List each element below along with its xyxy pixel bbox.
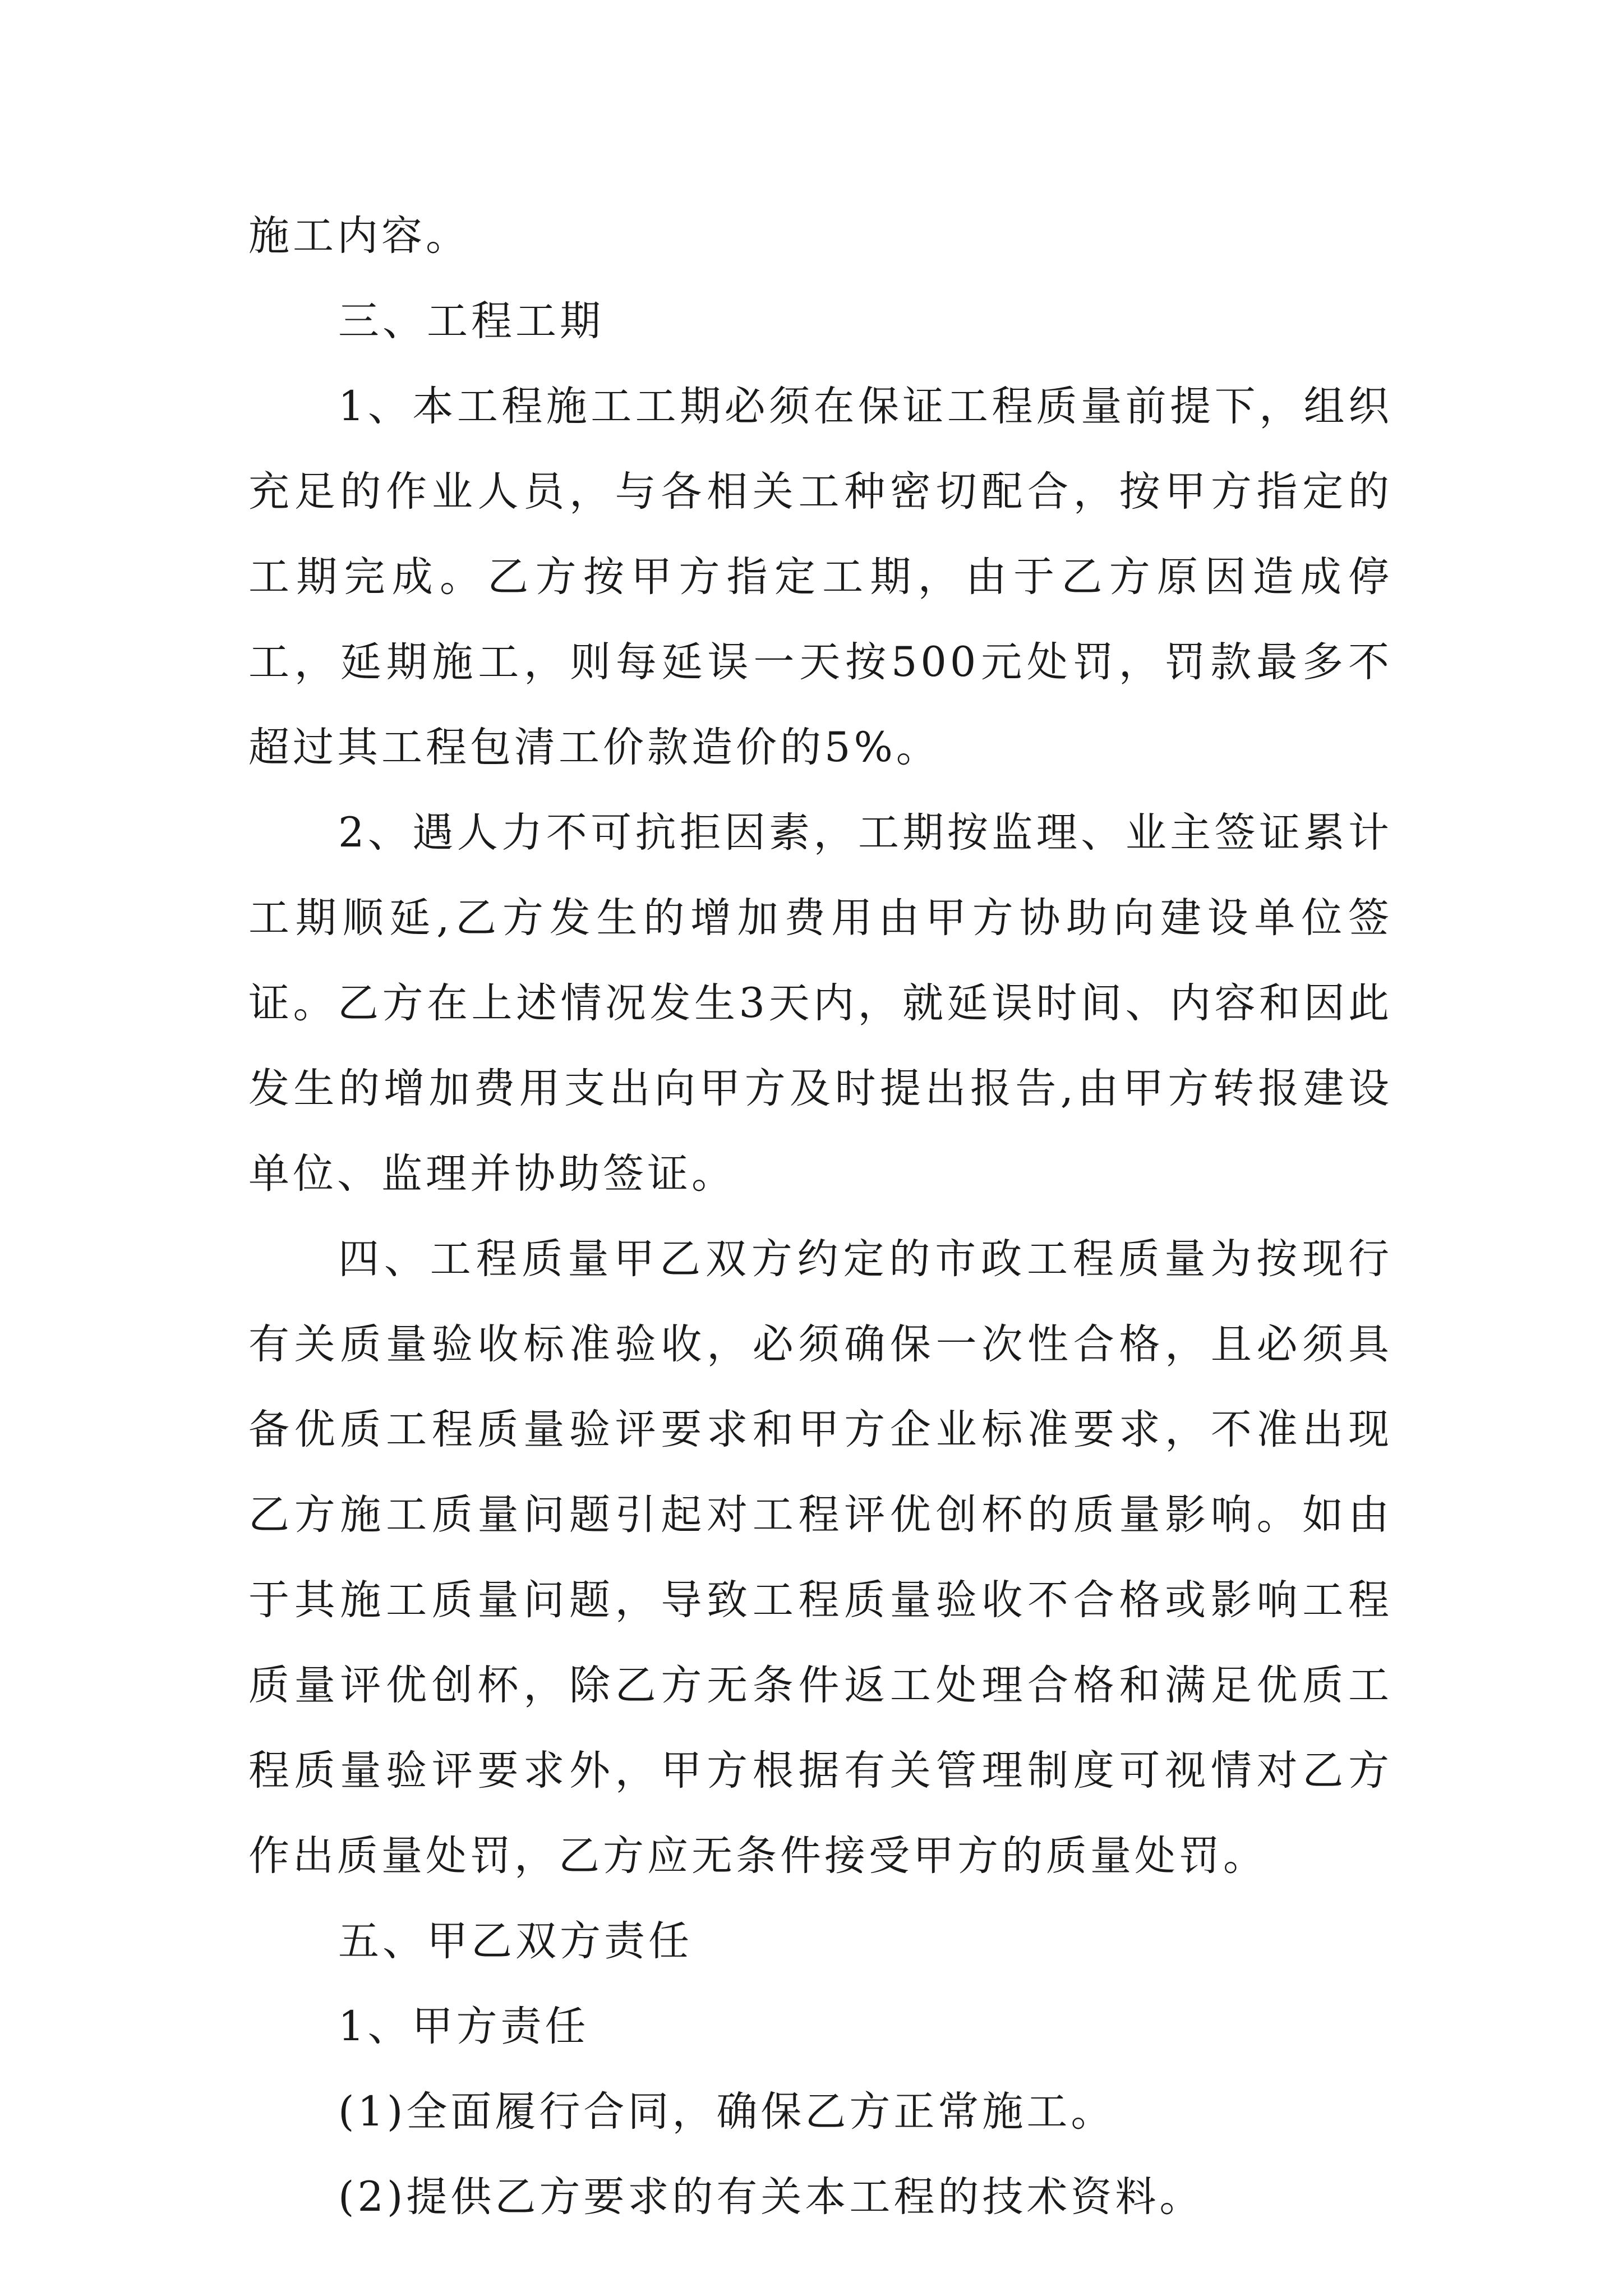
paragraph: 四、工程质量甲乙双方约定的市政工程质量为按现行有关质量验收标准验收，必须确保一次性合格，且必须具备优质工程质量验评要求和甲方企业标准要求，不准出现乙方施工质量问题引起对工程评优创杯的质量影响。如由于其施工质量问题，导致工程质量验收不合格或影响工程质量评优创杯，除乙方无条件返工处理合格和满足优质工程质量验评要求外，甲方根据有关管理制度可视情对乙方作出质量处罚，乙方应无条件接受甲方的质量处罚。 xyxy=(248,1235,1393,1880)
list-item: (2)提供乙方要求的有关本工程的技术资料。 xyxy=(338,2173,1204,2221)
document-body xyxy=(248,194,1393,2240)
section-heading: 五、甲乙双方责任 xyxy=(338,1917,693,1965)
paragraph: 1、本工程施工工期必须在保证工程质量前提下，组织充足的作业人员，与各相关工种密切配合，按甲方指定的工期完成。乙方按甲方指定工期，由于乙方原因造成停工，延期施工，则每延误一天按500元处罚，罚款最多不超过其工程包清工价款造价的5%。 xyxy=(248,383,1393,771)
paragraph: 施工内容。 xyxy=(248,212,470,260)
paragraph: 2、遇人力不可抗拒因素，工期按监理、业主签证累计工期顺延,乙方发生的增加费用由甲方协助向建设单位签证。乙方在上述情况发生3天内，就延误时间、内容和因此发生的增加费用支出向甲方及时提出报告,由甲方转报建设单位、监理并协助签证。 xyxy=(248,809,1393,1198)
list-item: (1)全面履行合同，确保乙方正常施工。 xyxy=(338,2088,1115,2136)
section-heading: 三、工程工期 xyxy=(338,297,604,345)
subsection-heading: 1、甲方责任 xyxy=(338,2003,589,2050)
